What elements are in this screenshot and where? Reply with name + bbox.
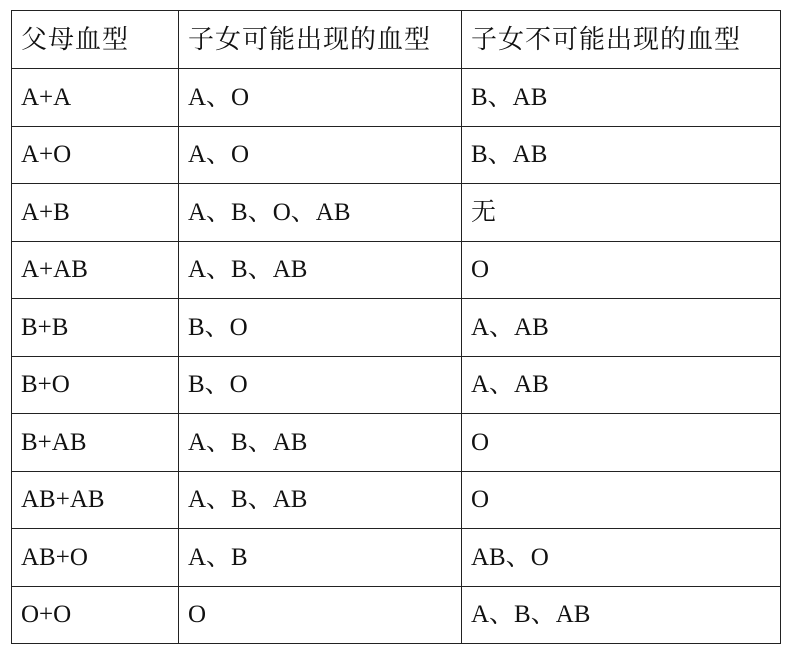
table-row: [12, 529, 781, 587]
impossible-cell: 无: [462, 184, 781, 242]
impossible-cell: O: [462, 241, 781, 299]
possible-cell: B、O: [179, 356, 462, 414]
parents-cell: AB+O: [12, 529, 179, 587]
parents-cell: AB+AB: [12, 471, 179, 529]
table-row: [12, 414, 781, 472]
impossible-cell: A、AB: [462, 356, 781, 414]
parents-cell: B+O: [12, 356, 179, 414]
header-impossible: 子女不可能出现的血型: [462, 11, 781, 69]
table-row: [12, 299, 781, 357]
impossible-cell: A、AB: [462, 299, 781, 357]
possible-cell: A、B、AB: [179, 241, 462, 299]
impossible-cell: B、AB: [462, 126, 781, 184]
parents-cell: A+A: [12, 69, 179, 127]
table-row: [12, 184, 781, 242]
possible-cell: O: [179, 586, 462, 644]
parents-cell: B+B: [12, 299, 179, 357]
impossible-cell: AB、O: [462, 529, 781, 587]
impossible-cell: B、AB: [462, 69, 781, 127]
table-row: [12, 586, 781, 644]
table-row: [12, 126, 781, 184]
impossible-cell: O: [462, 471, 781, 529]
table-row: [12, 241, 781, 299]
header-row: [12, 11, 781, 69]
possible-cell: A、B、AB: [179, 471, 462, 529]
parents-cell: A+AB: [12, 241, 179, 299]
table-row: [12, 69, 781, 127]
header-possible: 子女可能出现的血型: [179, 11, 462, 69]
blood-type-table: [11, 10, 781, 644]
possible-cell: A、B、AB: [179, 414, 462, 472]
parents-cell: B+AB: [12, 414, 179, 472]
possible-cell: B、O: [179, 299, 462, 357]
possible-cell: A、B: [179, 529, 462, 587]
parents-cell: A+O: [12, 126, 179, 184]
parents-cell: A+B: [12, 184, 179, 242]
possible-cell: A、B、O、AB: [179, 184, 462, 242]
possible-cell: A、O: [179, 69, 462, 127]
possible-cell: A、O: [179, 126, 462, 184]
header-parents: 父母血型: [12, 11, 179, 69]
table-row: [12, 356, 781, 414]
parents-cell: O+O: [12, 586, 179, 644]
table-row: [12, 471, 781, 529]
impossible-cell: O: [462, 414, 781, 472]
impossible-cell: A、B、AB: [462, 586, 781, 644]
